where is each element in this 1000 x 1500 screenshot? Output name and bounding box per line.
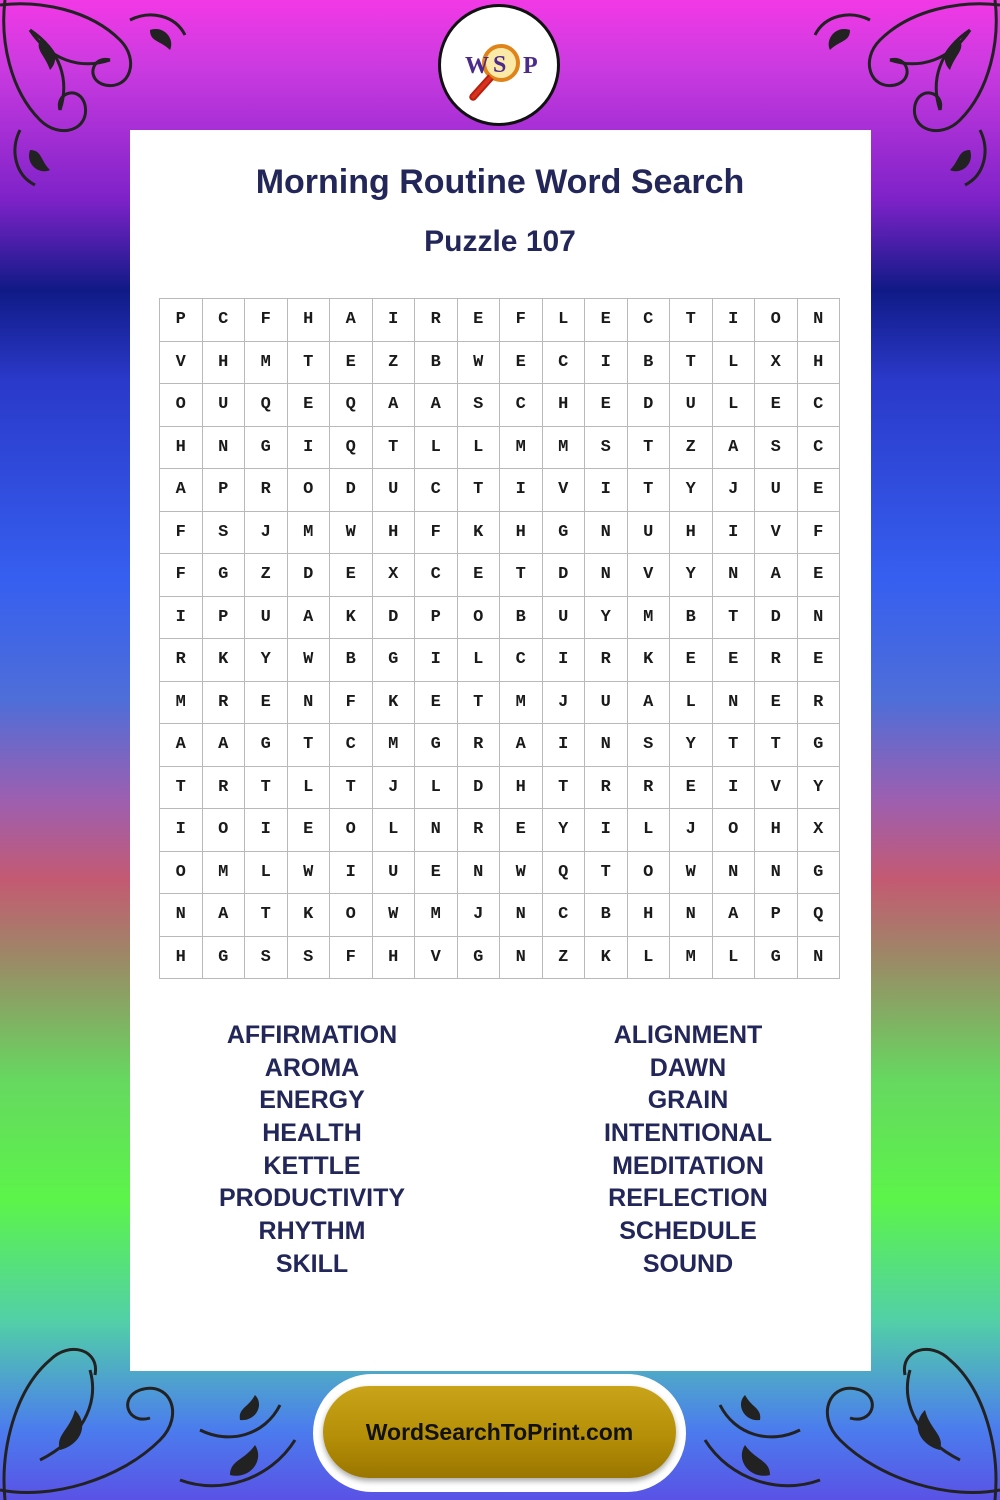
grid-cell[interactable]: S xyxy=(288,937,331,980)
grid-cell[interactable]: U xyxy=(543,597,586,640)
grid-cell[interactable]: N xyxy=(585,512,628,555)
grid-cell[interactable]: C xyxy=(543,894,586,937)
grid-cell[interactable]: E xyxy=(670,767,713,810)
grid-cell[interactable]: L xyxy=(628,937,671,980)
grid-cell[interactable]: R xyxy=(245,469,288,512)
grid-cell[interactable]: B xyxy=(670,597,713,640)
grid-cell[interactable]: T xyxy=(585,852,628,895)
grid-cell[interactable]: M xyxy=(628,597,671,640)
grid-cell[interactable]: N xyxy=(160,894,203,937)
grid-cell[interactable]: N xyxy=(713,682,756,725)
grid-cell[interactable]: E xyxy=(798,469,841,512)
grid-cell[interactable]: E xyxy=(415,852,458,895)
grid-cell[interactable]: D xyxy=(543,554,586,597)
grid-cell[interactable]: I xyxy=(585,809,628,852)
word-list-item: SOUND xyxy=(642,1249,734,1278)
grid-cell[interactable]: N xyxy=(203,427,246,470)
grid-cell[interactable]: K xyxy=(585,937,628,980)
grid-cell[interactable]: L xyxy=(415,427,458,470)
grid-cell[interactable]: E xyxy=(245,682,288,725)
grid-cell[interactable]: K xyxy=(330,597,373,640)
grid-cell[interactable]: S xyxy=(203,512,246,555)
grid-cell[interactable]: Y xyxy=(798,767,841,810)
grid-cell[interactable]: G xyxy=(373,639,416,682)
word-list-item: DAWN xyxy=(649,1053,727,1082)
grid-cell[interactable]: I xyxy=(713,767,756,810)
word-list-item: PRODUCTIVITY xyxy=(218,1184,406,1213)
grid-cell[interactable]: C xyxy=(543,342,586,385)
grid-cell[interactable]: E xyxy=(585,384,628,427)
logo-letter-p: P xyxy=(523,53,538,79)
grid-cell[interactable]: I xyxy=(288,427,331,470)
grid-cell[interactable]: L xyxy=(415,767,458,810)
grid-cell[interactable]: V xyxy=(543,469,586,512)
grid-cell[interactable]: F xyxy=(798,512,841,555)
grid-cell[interactable]: V xyxy=(415,937,458,980)
grid-cell[interactable]: X xyxy=(755,342,798,385)
word-list-item: SCHEDULE xyxy=(619,1217,757,1246)
grid-cell[interactable]: E xyxy=(458,554,501,597)
grid-cell[interactable]: Q xyxy=(330,427,373,470)
grid-cell[interactable]: R xyxy=(203,682,246,725)
grid-cell[interactable]: U xyxy=(373,469,416,512)
grid-cell[interactable]: T xyxy=(373,427,416,470)
grid-cell[interactable]: L xyxy=(458,427,501,470)
grid-cell[interactable]: C xyxy=(203,299,246,342)
grid-cell[interactable]: C xyxy=(798,384,841,427)
grid-cell[interactable]: O xyxy=(288,469,331,512)
grid-cell[interactable]: D xyxy=(755,597,798,640)
word-list-item: RHYTHM xyxy=(258,1217,366,1246)
grid-cell[interactable]: P xyxy=(415,597,458,640)
grid-cell[interactable]: V xyxy=(160,342,203,385)
grid-cell[interactable]: U xyxy=(755,469,798,512)
grid-cell[interactable]: C xyxy=(500,639,543,682)
grid-cell[interactable]: S xyxy=(755,427,798,470)
grid-cell[interactable]: F xyxy=(160,554,203,597)
grid-cell[interactable]: O xyxy=(713,809,756,852)
grid-cell[interactable]: A xyxy=(628,682,671,725)
word-list-item: SKILL xyxy=(275,1249,349,1278)
grid-cell[interactable]: I xyxy=(713,512,756,555)
grid-cell[interactable]: G xyxy=(755,937,798,980)
grid-cell[interactable]: G xyxy=(245,427,288,470)
grid-cell[interactable]: Q xyxy=(330,384,373,427)
grid-cell[interactable]: Y xyxy=(670,724,713,767)
grid-cell[interactable]: O xyxy=(330,809,373,852)
grid-cell[interactable]: M xyxy=(203,852,246,895)
grid-cell[interactable]: Q xyxy=(798,894,841,937)
grid-cell[interactable]: S xyxy=(458,384,501,427)
grid-cell[interactable]: J xyxy=(543,682,586,725)
grid-cell[interactable]: F xyxy=(500,299,543,342)
grid-cell[interactable]: N xyxy=(670,894,713,937)
grid-cell[interactable]: B xyxy=(415,342,458,385)
grid-cell[interactable]: O xyxy=(628,852,671,895)
grid-cell[interactable]: I xyxy=(245,809,288,852)
grid-cell[interactable]: R xyxy=(755,639,798,682)
grid-cell[interactable]: I xyxy=(415,639,458,682)
grid-cell[interactable]: V xyxy=(755,767,798,810)
grid-cell[interactable]: D xyxy=(330,469,373,512)
grid-cell[interactable]: G xyxy=(458,937,501,980)
grid-cell[interactable]: Q xyxy=(543,852,586,895)
grid-cell[interactable]: G xyxy=(203,554,246,597)
grid-cell[interactable]: H xyxy=(288,299,331,342)
grid-cell[interactable]: U xyxy=(373,852,416,895)
grid-cell[interactable]: I xyxy=(160,809,203,852)
grid-cell[interactable]: N xyxy=(798,597,841,640)
grid-cell[interactable]: A xyxy=(203,894,246,937)
letter-grid xyxy=(159,298,840,979)
word-list-left xyxy=(162,1019,462,1281)
grid-cell[interactable]: Z xyxy=(245,554,288,597)
grid-cell[interactable]: N xyxy=(755,852,798,895)
grid-cell[interactable]: H xyxy=(628,894,671,937)
grid-cell[interactable]: M xyxy=(373,724,416,767)
word-list-item: ENERGY xyxy=(259,1086,365,1115)
word-list-item: INTENTIONAL xyxy=(603,1119,773,1148)
grid-cell[interactable]: G xyxy=(543,512,586,555)
grid-cell[interactable]: H xyxy=(500,512,543,555)
grid-cell[interactable]: I xyxy=(713,299,756,342)
grid-cell[interactable]: E xyxy=(500,809,543,852)
grid-cell[interactable]: L xyxy=(670,682,713,725)
grid-cell[interactable]: T xyxy=(713,597,756,640)
grid-cell[interactable]: E xyxy=(713,639,756,682)
grid-cell[interactable]: C xyxy=(798,427,841,470)
grid-cell[interactable]: G xyxy=(798,852,841,895)
grid-cell[interactable]: I xyxy=(585,469,628,512)
grid-cell[interactable]: W xyxy=(458,342,501,385)
grid-cell[interactable]: F xyxy=(245,299,288,342)
grid-cell[interactable]: L xyxy=(713,342,756,385)
grid-cell[interactable]: E xyxy=(288,384,331,427)
grid-cell[interactable]: H xyxy=(500,767,543,810)
grid-cell[interactable]: N xyxy=(713,852,756,895)
grid-cell[interactable]: L xyxy=(288,767,331,810)
grid-cell[interactable]: M xyxy=(670,937,713,980)
grid-cell[interactable]: M xyxy=(245,342,288,385)
grid-cell[interactable]: Z xyxy=(543,937,586,980)
grid-cell[interactable]: A xyxy=(415,384,458,427)
grid-cell[interactable]: M xyxy=(288,512,331,555)
grid-cell[interactable]: P xyxy=(160,299,203,342)
grid-cell[interactable]: A xyxy=(373,384,416,427)
grid-cell[interactable]: T xyxy=(288,724,331,767)
grid-cell[interactable]: E xyxy=(415,682,458,725)
grid-cell[interactable]: J xyxy=(245,512,288,555)
grid-cell[interactable]: W xyxy=(670,852,713,895)
grid-cell[interactable]: A xyxy=(160,469,203,512)
grid-cell[interactable]: J xyxy=(458,894,501,937)
grid-cell[interactable]: H xyxy=(160,427,203,470)
word-list-item: KETTLE xyxy=(263,1151,361,1180)
grid-cell[interactable]: R xyxy=(415,299,458,342)
grid-cell[interactable]: B xyxy=(628,342,671,385)
word-list-item: HEALTH xyxy=(262,1119,362,1148)
grid-cell[interactable]: R xyxy=(458,724,501,767)
grid-cell[interactable]: A xyxy=(755,554,798,597)
grid-cell[interactable]: U xyxy=(670,384,713,427)
grid-cell[interactable]: P xyxy=(755,894,798,937)
grid-cell[interactable]: C xyxy=(330,724,373,767)
grid-cell[interactable]: L xyxy=(373,809,416,852)
grid-cell[interactable]: P xyxy=(203,469,246,512)
grid-cell[interactable]: N xyxy=(585,724,628,767)
grid-cell[interactable]: B xyxy=(330,639,373,682)
logo-letter-w: W xyxy=(465,53,489,79)
word-list-item: AFFIRMATION xyxy=(226,1021,398,1049)
grid-cell[interactable]: D xyxy=(628,384,671,427)
grid-cell[interactable]: E xyxy=(585,299,628,342)
grid-cell[interactable]: T xyxy=(245,894,288,937)
grid-cell[interactable]: Z xyxy=(670,427,713,470)
grid-cell[interactable]: L xyxy=(245,852,288,895)
grid-cell[interactable]: B xyxy=(585,894,628,937)
puzzle-title: Morning Routine Word Search xyxy=(255,163,745,201)
grid-cell[interactable]: E xyxy=(798,639,841,682)
grid-cell[interactable]: J xyxy=(670,809,713,852)
grid-cell[interactable]: U xyxy=(585,682,628,725)
grid-cell[interactable]: C xyxy=(500,384,543,427)
grid-cell[interactable]: N xyxy=(713,554,756,597)
grid-cell[interactable]: A xyxy=(330,299,373,342)
grid-cell[interactable]: H xyxy=(160,937,203,980)
grid-cell[interactable]: R xyxy=(160,639,203,682)
grid-cell[interactable]: O xyxy=(755,299,798,342)
grid-cell[interactable]: Y xyxy=(543,809,586,852)
grid-cell[interactable]: A xyxy=(288,597,331,640)
grid-cell[interactable]: U xyxy=(628,512,671,555)
grid-cell[interactable]: C xyxy=(415,469,458,512)
logo-letter-s: S xyxy=(493,52,507,78)
grid-cell[interactable]: T xyxy=(713,724,756,767)
grid-cell[interactable]: E xyxy=(798,554,841,597)
grid-cell[interactable]: N xyxy=(500,894,543,937)
grid-cell[interactable]: L xyxy=(713,937,756,980)
grid-cell[interactable]: T xyxy=(160,767,203,810)
grid-cell[interactable]: S xyxy=(628,724,671,767)
grid-cell[interactable]: S xyxy=(585,427,628,470)
grid-cell[interactable]: W xyxy=(500,852,543,895)
grid-cell[interactable]: U xyxy=(245,597,288,640)
grid-cell[interactable]: P xyxy=(203,597,246,640)
grid-cell[interactable]: W xyxy=(373,894,416,937)
puzzle-number: Puzzle 107 xyxy=(424,225,576,258)
grid-cell[interactable]: Y xyxy=(585,597,628,640)
grid-cell[interactable]: F xyxy=(415,512,458,555)
grid-cell[interactable]: A xyxy=(203,724,246,767)
grid-cell[interactable]: N xyxy=(415,809,458,852)
grid-cell[interactable]: X xyxy=(373,554,416,597)
grid-cell[interactable]: D xyxy=(288,554,331,597)
grid-cell[interactable]: R xyxy=(203,767,246,810)
word-list-item: AROMA xyxy=(264,1053,360,1082)
grid-cell[interactable]: X xyxy=(798,809,841,852)
grid-cell[interactable]: U xyxy=(203,384,246,427)
grid-cell[interactable]: E xyxy=(670,639,713,682)
word-list-item: GRAIN xyxy=(647,1086,729,1115)
grid-cell[interactable]: E xyxy=(330,342,373,385)
grid-cell[interactable]: B xyxy=(500,597,543,640)
grid-cell[interactable]: L xyxy=(458,639,501,682)
grid-cell[interactable]: W xyxy=(288,852,331,895)
grid-cell[interactable]: A xyxy=(160,724,203,767)
grid-cell[interactable]: K xyxy=(628,639,671,682)
site-logo[interactable] xyxy=(438,4,560,126)
grid-cell[interactable]: O xyxy=(203,809,246,852)
grid-cell[interactable]: H xyxy=(203,342,246,385)
grid-cell[interactable]: R xyxy=(798,682,841,725)
grid-cell[interactable]: E xyxy=(755,384,798,427)
grid-cell[interactable]: K xyxy=(203,639,246,682)
grid-cell[interactable]: W xyxy=(288,639,331,682)
word-list-right xyxy=(538,1019,838,1281)
grid-cell[interactable]: T xyxy=(670,342,713,385)
website-link-button[interactable]: WordSearchToPrint.com xyxy=(323,1386,676,1478)
grid-cell[interactable]: I xyxy=(330,852,373,895)
grid-cell[interactable]: M xyxy=(543,427,586,470)
grid-cell[interactable]: Q xyxy=(245,384,288,427)
grid-cell[interactable]: N xyxy=(585,554,628,597)
word-list-item: REFLECTION xyxy=(608,1184,768,1213)
grid-cell[interactable]: N xyxy=(288,682,331,725)
grid-cell[interactable]: A xyxy=(713,894,756,937)
grid-cell[interactable]: E xyxy=(755,682,798,725)
grid-cell[interactable]: H xyxy=(670,512,713,555)
grid-cell[interactable]: E xyxy=(458,299,501,342)
grid-cell[interactable]: T xyxy=(458,682,501,725)
grid-cell[interactable]: A xyxy=(500,724,543,767)
grid-cell[interactable]: V xyxy=(628,554,671,597)
grid-cell[interactable]: K xyxy=(373,682,416,725)
grid-cell[interactable]: T xyxy=(288,342,331,385)
grid-cell[interactable]: M xyxy=(500,682,543,725)
grid-cell[interactable]: I xyxy=(500,469,543,512)
grid-cell[interactable]: Y xyxy=(245,639,288,682)
grid-cell[interactable]: W xyxy=(330,512,373,555)
grid-cell[interactable]: T xyxy=(330,767,373,810)
grid-cell[interactable]: J xyxy=(713,469,756,512)
word-list-item: MEDITATION xyxy=(612,1151,764,1180)
grid-cell[interactable]: R xyxy=(585,639,628,682)
grid-cell[interactable]: C xyxy=(628,299,671,342)
grid-cell[interactable]: S xyxy=(245,937,288,980)
grid-cell[interactable]: N xyxy=(798,937,841,980)
grid-cell[interactable]: T xyxy=(755,724,798,767)
grid-cell[interactable]: C xyxy=(415,554,458,597)
grid-cell[interactable]: G xyxy=(245,724,288,767)
grid-cell[interactable]: T xyxy=(458,469,501,512)
grid-cell[interactable]: L xyxy=(543,299,586,342)
grid-cell[interactable]: H xyxy=(755,809,798,852)
grid-cell[interactable]: V xyxy=(755,512,798,555)
grid-cell[interactable]: I xyxy=(373,299,416,342)
grid-cell[interactable]: M xyxy=(500,427,543,470)
grid-cell[interactable]: F xyxy=(330,682,373,725)
grid-cell[interactable]: L xyxy=(713,384,756,427)
grid-cell[interactable]: M xyxy=(415,894,458,937)
grid-cell[interactable]: D xyxy=(373,597,416,640)
grid-cell[interactable]: T xyxy=(628,427,671,470)
grid-cell[interactable]: E xyxy=(288,809,331,852)
grid-cell[interactable]: O xyxy=(330,894,373,937)
grid-cell[interactable]: N xyxy=(798,299,841,342)
grid-cell[interactable]: Y xyxy=(670,554,713,597)
grid-cell[interactable]: H xyxy=(373,512,416,555)
grid-cell[interactable]: G xyxy=(415,724,458,767)
grid-cell[interactable]: K xyxy=(458,512,501,555)
grid-cell[interactable]: M xyxy=(160,682,203,725)
grid-cell[interactable]: I xyxy=(543,639,586,682)
grid-cell[interactable]: O xyxy=(458,597,501,640)
grid-cell[interactable]: Y xyxy=(670,469,713,512)
word-list-item: ALIGNMENT xyxy=(613,1021,763,1049)
grid-cell[interactable]: I xyxy=(160,597,203,640)
grid-cell[interactable]: G xyxy=(203,937,246,980)
grid-cell[interactable]: H xyxy=(373,937,416,980)
grid-cell[interactable]: T xyxy=(670,299,713,342)
grid-cell[interactable]: O xyxy=(160,852,203,895)
grid-cell[interactable]: H xyxy=(798,342,841,385)
grid-cell[interactable]: I xyxy=(543,724,586,767)
grid-cell[interactable]: T xyxy=(628,469,671,512)
grid-cell[interactable]: F xyxy=(330,937,373,980)
grid-cell[interactable]: T xyxy=(543,767,586,810)
grid-cell[interactable]: D xyxy=(458,767,501,810)
grid-cell[interactable]: G xyxy=(798,724,841,767)
grid-cell[interactable]: K xyxy=(288,894,331,937)
grid-cell[interactable]: R xyxy=(458,809,501,852)
grid-cell[interactable]: T xyxy=(500,554,543,597)
grid-cell[interactable]: O xyxy=(160,384,203,427)
grid-cell[interactable]: I xyxy=(585,342,628,385)
grid-cell[interactable]: R xyxy=(628,767,671,810)
grid-cell[interactable]: J xyxy=(373,767,416,810)
grid-cell[interactable]: Z xyxy=(373,342,416,385)
grid-cell[interactable]: R xyxy=(585,767,628,810)
grid-cell[interactable]: A xyxy=(713,427,756,470)
grid-cell[interactable]: H xyxy=(543,384,586,427)
grid-cell[interactable]: F xyxy=(160,512,203,555)
grid-cell[interactable]: T xyxy=(245,767,288,810)
grid-cell[interactable]: N xyxy=(500,937,543,980)
grid-cell[interactable]: E xyxy=(500,342,543,385)
grid-cell[interactable]: N xyxy=(458,852,501,895)
grid-cell[interactable]: E xyxy=(330,554,373,597)
grid-cell[interactable]: L xyxy=(628,809,671,852)
